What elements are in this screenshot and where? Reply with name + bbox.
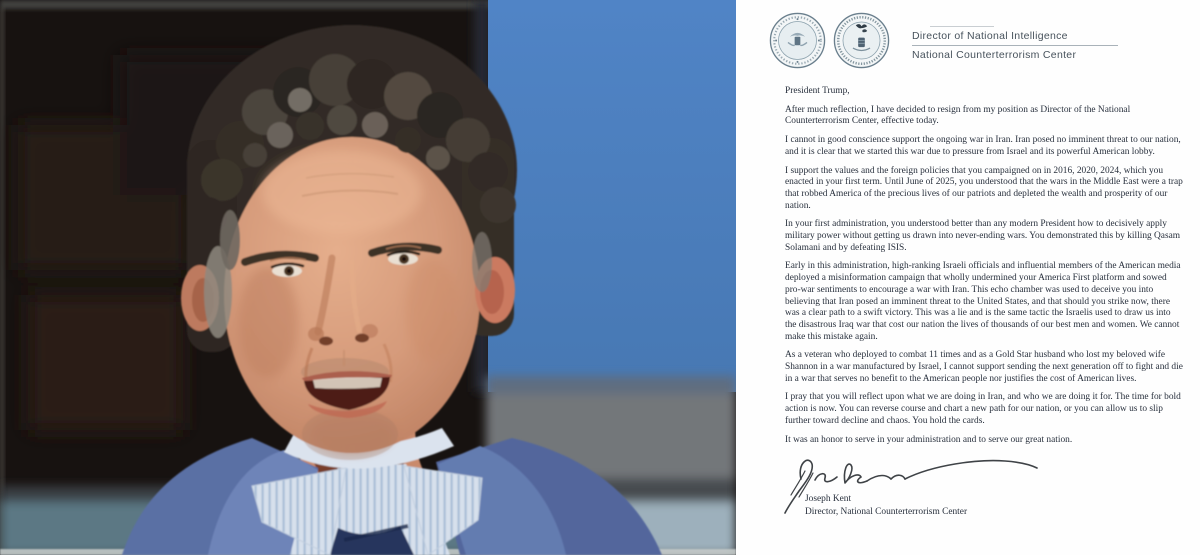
signer-name: Joseph Kent xyxy=(805,494,852,505)
signer-title: Director, National Counterterrorism Center xyxy=(805,506,968,517)
letterhead-top-rule xyxy=(930,26,994,27)
letter-paragraph: I support the values and the foreign policies that you campaigned on in 2016, 2020, 2024, which you enacted in your first term. Until June of 2025, you understood that the wars in the Middle East were a trap that robbed America of the precious lives of our patriots and depleted the wealth and prosperity of our nation. xyxy=(785,165,1183,211)
letterhead-text xyxy=(912,12,1118,62)
letterhead-center: National Counterterrorism Center xyxy=(912,49,1077,61)
letter-paragraph: Early in this administration, high-ranking Israeli officials and influential members of the American media deployed a misinformation campaign that wholly undermined your America First platform and sowed pro-war sentiments to encourage a war with Iran. This echo chamber was used to deceive you into believing that Iran posed an imminent threat to the United States, and that should you strike now, there was a clear path to a swift victory. This was a lie and is the same tactic the Israelis used to draw us into the disastrous Iraq war that cost our nation the lives of thousands of our best men and women. We cannot make this mistake again. xyxy=(785,261,1181,342)
salutation: President Trump, xyxy=(785,86,850,96)
letterhead-office: Director of National Intelligence xyxy=(912,30,1118,46)
signature-block xyxy=(805,493,1183,518)
letter-paragraph: It was an honor to serve in your administration and to serve our great nation. xyxy=(785,434,1073,445)
letter-paragraph: In your first administration, you understood better than any modern President how to decisively apply military power without getting us drawn into never-ending wars. You demonstrated this by killing Qasam Solamani and by defeating ISIS. xyxy=(785,219,1181,253)
resignation-letter xyxy=(736,0,1200,555)
letter-paragraph: I pray that you will reflect upon what we are doing in Iran, and who we are doing it for. The time for bold action is now. You can reverse course and chart a new path for our nation, or you can allow us to slip further toward decline and chaos. You hold the cards. xyxy=(785,392,1181,426)
nctc-seal-icon xyxy=(833,12,890,69)
letterhead xyxy=(736,0,1200,69)
letter-body xyxy=(785,86,1183,518)
letter-paragraph: After much reflection, I have decided to resign from my position as Director of the National Counterterrorism Center, effective today. xyxy=(785,104,1131,127)
letter-paragraph: I cannot in good conscience support the ongoing war in Iran. Iran posed no imminent threat to our nation, and it is clear that we started this war due to pressure from Israel and its powerful American lobby. xyxy=(785,135,1181,157)
letter-paragraph: As a veteran who deployed to combat 11 times and as a Gold Star husband who lost my beloved wife Shannon in a war manufactured by Israel, I cannot support sending the next generation off to fight and die in a war that serves no benefit to the American people nor justifies the cost of American lives. xyxy=(785,350,1183,384)
dni-seal-icon xyxy=(769,12,826,69)
